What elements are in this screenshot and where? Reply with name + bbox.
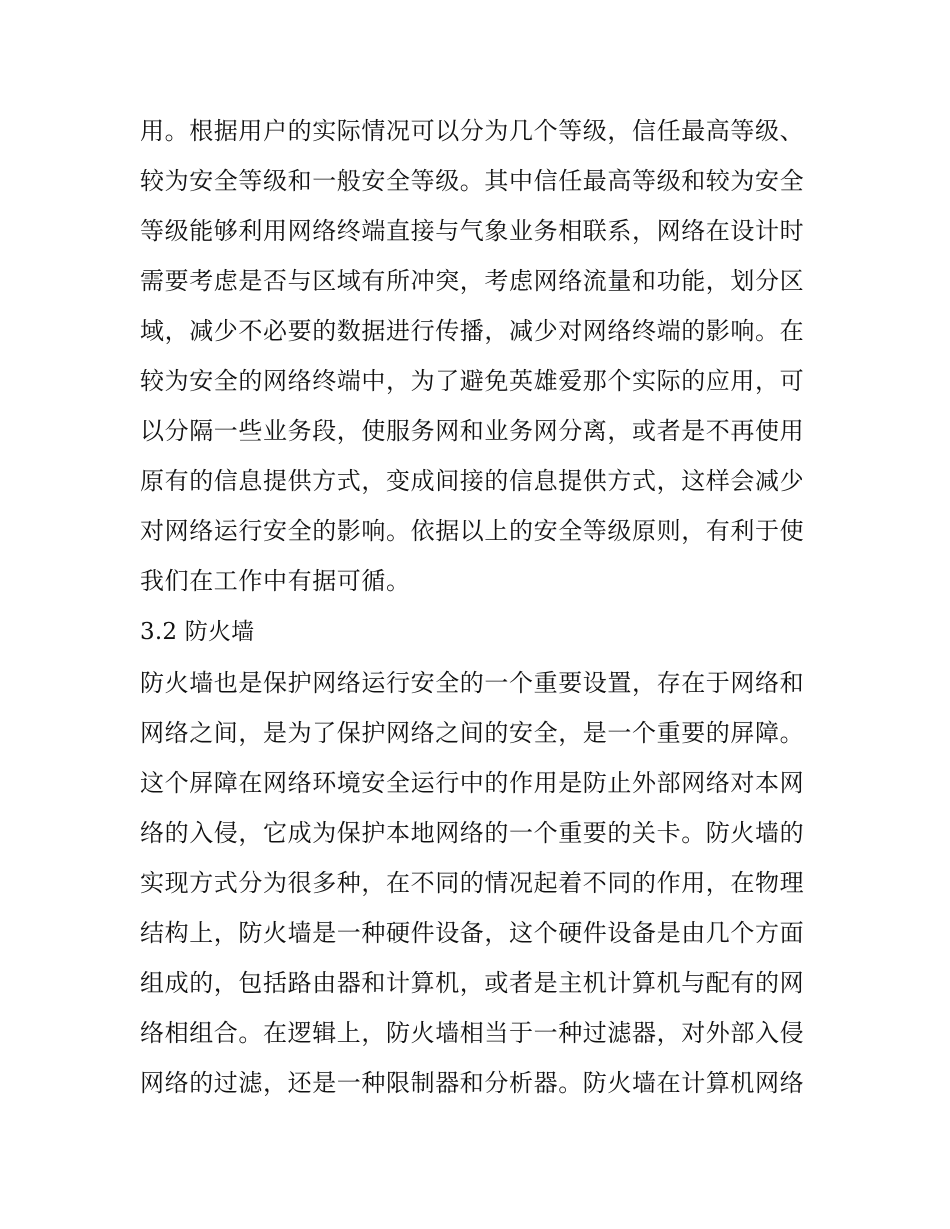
- paragraph-1-line-1: 用。根据用户的实际情况可以分为几个等级，信任最高等级、: [140, 117, 805, 145]
- paragraph-2-line-9: 网络的过滤，还是一种限制器和分析器。防火墙在计算机网络: [140, 1069, 805, 1097]
- paragraph-1-line-5: 域，减少不必要的数据进行传播，减少对网络终端的影响。在: [140, 317, 805, 345]
- paragraph-2-line-7: 组成的，包括路由器和计算机，或者是主机计算机与配有的网: [140, 969, 805, 997]
- paragraph-2-line-4: 络的入侵，它成为保护本地网络的一个重要的关卡。防火墙的: [140, 819, 805, 847]
- paragraph-1-line-9: 对网络运行安全的影响。依据以上的安全等级原则，有利于使: [140, 517, 805, 545]
- paragraph-1-line-4: 需要考虑是否与区域有所冲突，考虑网络流量和功能，划分区: [140, 267, 805, 295]
- paragraph-1-line-6: 较为安全的网络终端中，为了避免英雄爱那个实际的应用，可: [140, 367, 805, 395]
- paragraph-1-line-10: 我们在工作中有据可循。: [140, 567, 411, 595]
- paragraph-2-line-5: 实现方式分为很多种，在不同的情况起着不同的作用，在物理: [140, 869, 805, 897]
- paragraph-1-line-2: 较为安全等级和一般安全等级。其中信任最高等级和较为安全: [140, 167, 805, 195]
- paragraph-1-line-3: 等级能够利用网络终端直接与气象业务相联系，网络在设计时: [140, 217, 805, 245]
- paragraph-2-line-2: 网络之间，是为了保护网络之间的安全，是一个重要的屏障。: [140, 719, 805, 747]
- section-heading: 3.2 防火墙: [140, 619, 255, 645]
- paragraph-2-line-8: 络相组合。在逻辑上，防火墙相当于一种过滤器，对外部入侵: [140, 1019, 805, 1047]
- paragraph-2-line-6: 结构上，防火墙是一种硬件设备，这个硬件设备是由几个方面: [140, 919, 805, 947]
- paragraph-1-line-8: 原有的信息提供方式，变成间接的信息提供方式，这样会减少: [140, 467, 805, 495]
- paragraph-1-line-7: 以分隔一些业务段，使服务网和业务网分离，或者是不再使用: [140, 417, 805, 445]
- paragraph-2-line-3: 这个屏障在网络环境安全运行中的作用是防止外部网络对本网: [140, 769, 805, 797]
- paragraph-2-line-1: 防火墙也是保护网络运行安全的一个重要设置，存在于网络和: [140, 669, 805, 697]
